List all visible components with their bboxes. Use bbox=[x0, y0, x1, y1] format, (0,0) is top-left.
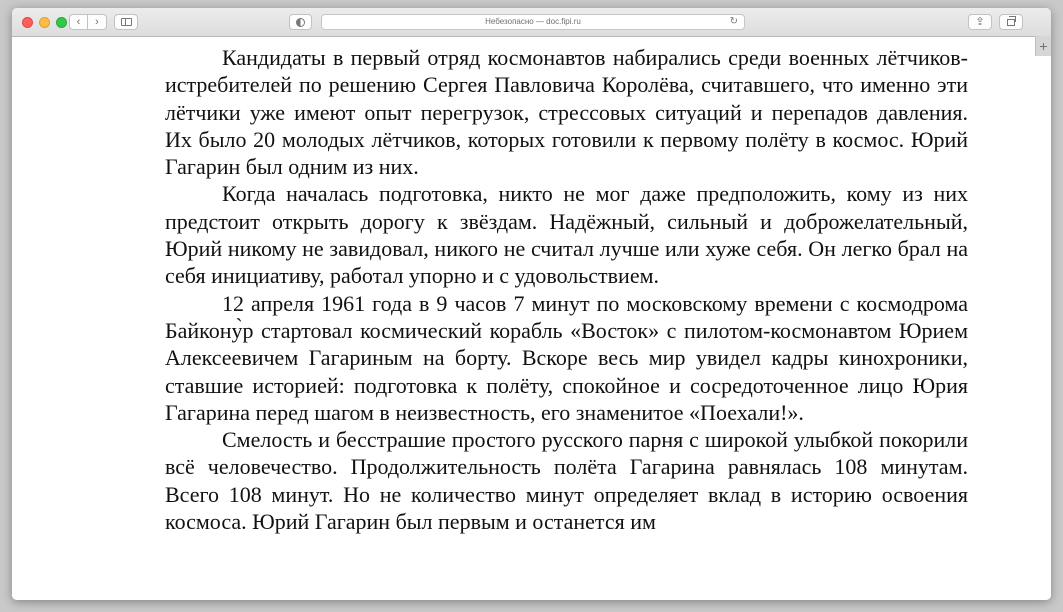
privacy-report-button[interactable] bbox=[289, 14, 312, 30]
new-tab-button[interactable] bbox=[1035, 36, 1051, 56]
paragraph-1: Кандидаты в первый отряд космонавтов набирались среди военных лётчиков-истребителей по решению Сергея Павловича Королёва, считавшего, что именно эти лётчики уже имеют опыт перегрузок, стрессовых ситуаций и перепадов давления. Их было 20 молодых лётчиков, которых готовили к первому полёту в космос. Юрий Гагарин был одним из них. bbox=[165, 45, 968, 180]
address-bar[interactable] bbox=[321, 14, 745, 30]
paragraph-3: 12 апреля 1961 года в 9 часов 7 минут по московскому времени с космодрома Байкону̀р стартовал космический корабль «Восток» с пилотом-космонавтом Юрием Алексеевичем Гагариным на борту. Вскоре весь мир увидел кадры кинохроники, ставшие историей: подготовка к полёту, спокойное и сосредоточенное лицо Юрия Гагарина перед шагом в неизвестность, его знаменитое «Поехали!». bbox=[165, 290, 968, 425]
back-button[interactable] bbox=[69, 14, 88, 30]
share-button[interactable] bbox=[968, 14, 992, 30]
navigation-buttons bbox=[69, 14, 107, 30]
privacy-shield-icon bbox=[296, 18, 305, 27]
document-text bbox=[165, 44, 968, 535]
paragraph-2: Когда началась подготовка, никто не мог даже предположить, кому из них предстоит открыть дорогу к звёздам. Надёжный, сильный и доброжелательный, Юрий никому не завидовал, никого не считал лучше или хуже себя. Он легко брал на себя инициативу, работал упорно и с удовольствием. bbox=[165, 181, 968, 289]
maximize-window-button[interactable] bbox=[56, 17, 67, 28]
sidebar-button[interactable] bbox=[114, 14, 138, 30]
forward-icon: › bbox=[95, 15, 99, 28]
reload-icon[interactable]: ↻ bbox=[729, 16, 738, 27]
forward-button[interactable] bbox=[88, 14, 107, 30]
address-text: Небезопасно — doc.fipi.ru bbox=[485, 17, 581, 26]
browser-window bbox=[12, 8, 1051, 600]
tabs-overview-button[interactable] bbox=[999, 14, 1023, 30]
browser-toolbar bbox=[12, 8, 1051, 37]
share-icon: ⇪ bbox=[975, 15, 985, 28]
minimize-window-button[interactable] bbox=[39, 17, 50, 28]
sidebar-icon bbox=[121, 18, 132, 26]
back-icon: ‹ bbox=[76, 15, 81, 28]
new-tab-icon: + bbox=[1039, 38, 1048, 54]
page-content bbox=[12, 37, 1051, 600]
tabs-overview-icon bbox=[1007, 19, 1015, 26]
close-window-button[interactable] bbox=[22, 17, 33, 28]
paragraph-4: Смелость и бесстрашие простого русского парня с широкой улыбкой покорили всё человечество. Продолжительность полёта Гагарина равнялась 108 минутам. Всего 108 минут. Но не количество минут определяет вклад в историю освоения космоса. Юрий Гагарин был первым и останется им bbox=[165, 427, 968, 535]
